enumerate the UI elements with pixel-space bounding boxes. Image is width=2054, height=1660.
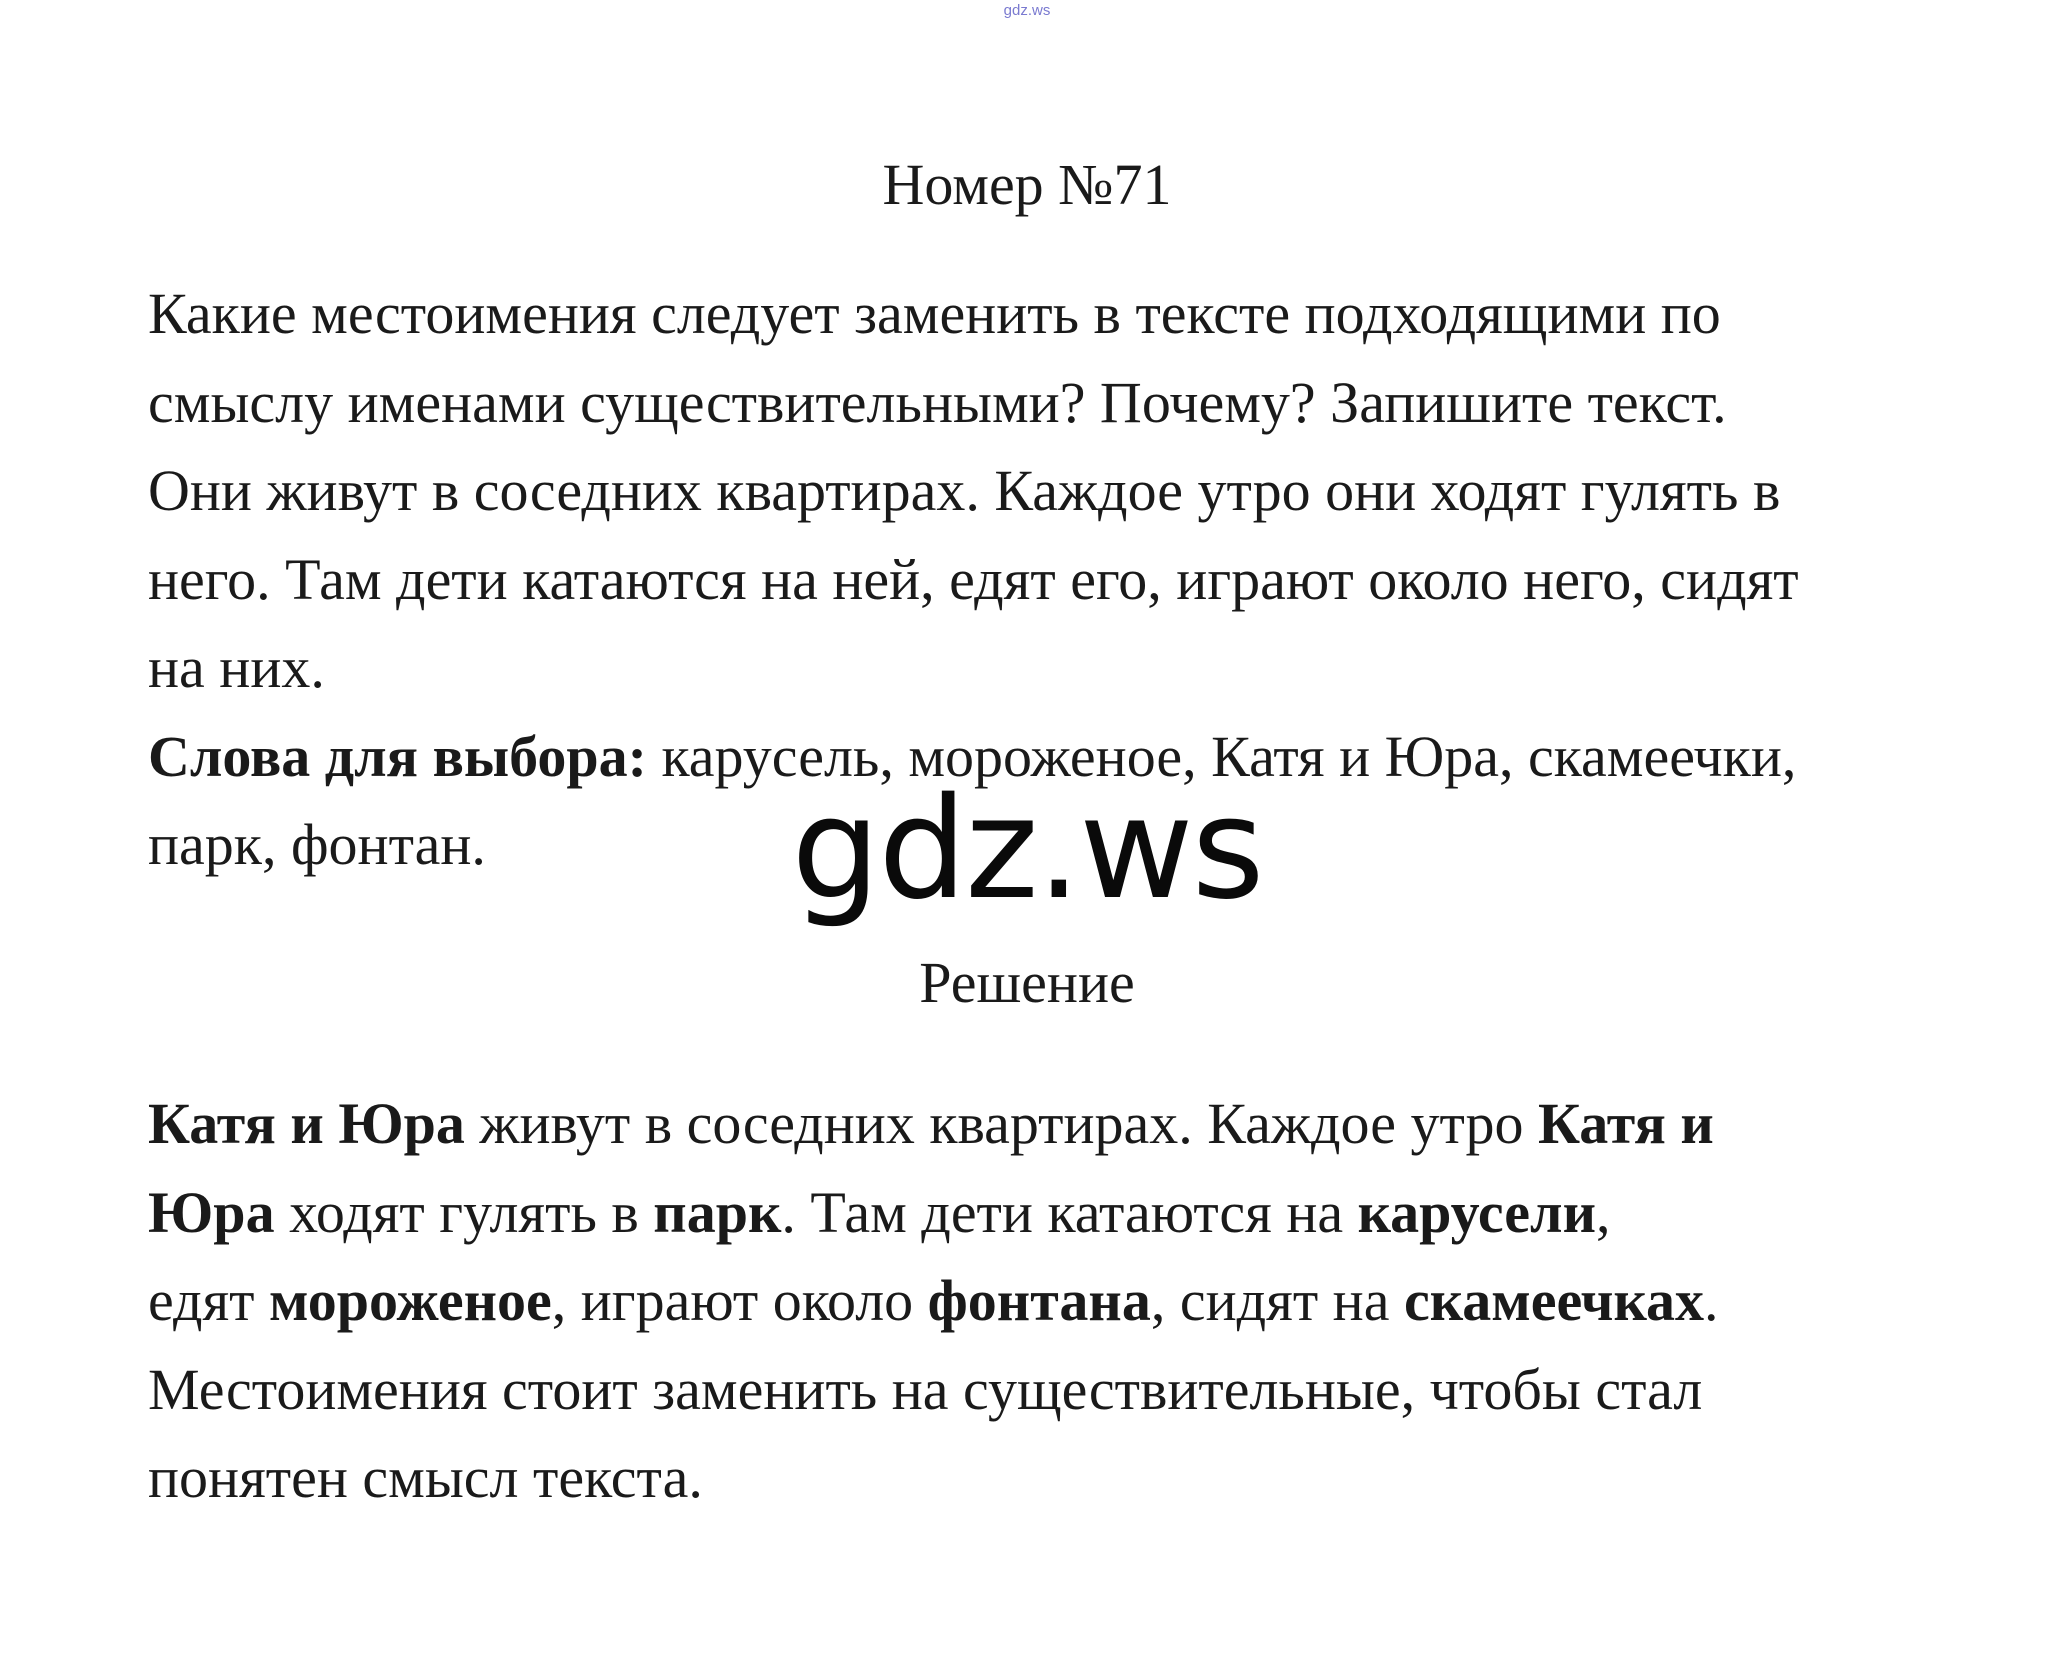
page-title: Номер №71: [882, 152, 1172, 217]
answer-plain: едят: [148, 1268, 270, 1333]
answer-bold: скамеечках: [1403, 1268, 1705, 1333]
site-link[interactable]: gdz.ws: [1003, 2, 1051, 19]
answer-line: Местоимения стоит заменить на существительные, чтобы стал: [148, 1356, 1703, 1422]
task-line: Какие местоимения следует заменить в тексте подходящими по: [148, 281, 1721, 346]
answer-bold: карусели: [1357, 1179, 1597, 1245]
answer-text: [148, 1080, 1948, 1523]
answer-line: [148, 1080, 1948, 1169]
answer-plain: , сидят на: [1150, 1268, 1404, 1333]
answer-line: понятен смысл текста.: [148, 1445, 703, 1510]
task-line: смыслу именами существительными? Почему? Запишите текст.: [148, 369, 1727, 435]
answer-plain: ходят гулять в: [274, 1179, 654, 1245]
word-choice-line: парк, фонтан.: [148, 812, 486, 877]
answer-plain: , играют около: [551, 1268, 928, 1333]
answer-plain: ,: [1596, 1179, 1611, 1245]
answer-line: [148, 1169, 1948, 1258]
answer-bold: Юра: [148, 1179, 275, 1245]
answer-plain: . Там дети катаются на: [781, 1179, 1358, 1245]
answer-bold: Катя и Юра: [148, 1091, 465, 1156]
answer-plain: живут в соседних квартирах. Каждое утро: [464, 1091, 1539, 1156]
task-line: Они живут в соседних квартирах. Каждое утро они ходят гулять в: [148, 458, 1781, 523]
answer-bold: Катя и: [1538, 1091, 1714, 1156]
answer-bold: мороженое: [269, 1268, 552, 1333]
answer-plain: .: [1704, 1268, 1719, 1333]
task-line: на них.: [148, 635, 325, 700]
word-choice-label: Слова для выбора:: [148, 723, 647, 789]
task-line: него. Там дети катаются на ней, едят его, играют около него, сидят: [148, 546, 1799, 612]
answer-line: [148, 1257, 1948, 1346]
solution-title: Решение: [919, 950, 1135, 1015]
watermark-logo: gdz.ws: [791, 768, 1263, 931]
answer-bold: фонтана: [927, 1268, 1151, 1333]
word-choice-list: карусель, мороженое, Катя и Юра, скамеечки,: [646, 723, 1797, 789]
answer-bold: парк: [653, 1179, 782, 1245]
